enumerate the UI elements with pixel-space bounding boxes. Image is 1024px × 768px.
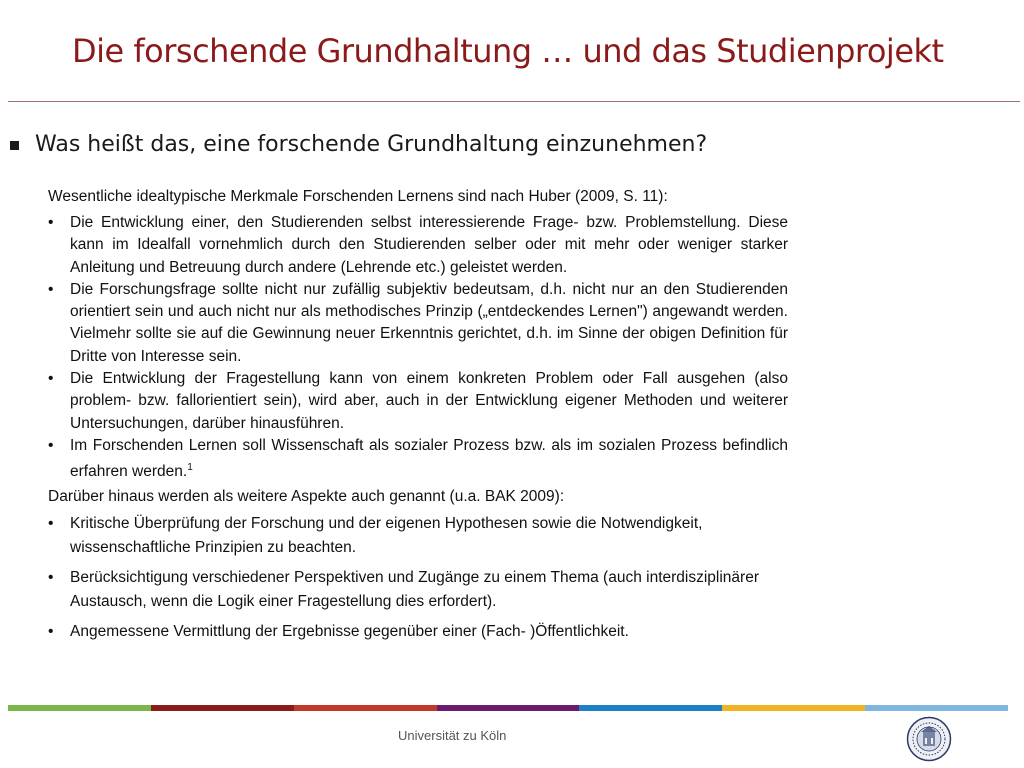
- main-bullet: [10, 132, 707, 157]
- list-item-text: Die Forschungsfrage sollte nicht nur zufällig subjektiv bedeutsam, d.h. nicht nur an den Studierenden orientiert sein und auch nicht nur als methodisches Prinzip („entdeckendes Lernen") angewandt werden. Vielmehr sollte sie auf die Gewinnung neuer Erkenntnis gerichtet, d.h. im Sinne der obigen Definition für Dritte von Interesse sein.: [70, 280, 788, 365]
- footer-stripe: [151, 705, 294, 711]
- bullet-icon: •: [48, 568, 54, 586]
- list-item-text: Die Entwicklung der Fragestellung kann von einem konkreten Problem oder Fall ausgehen (also problem- bzw. fallorientiert sein), wird aber, auch in der Entwicklung eigener Methoden und weiterer Untersuchungen, darüber hinausführen.: [70, 370, 788, 432]
- footer-stripe: [865, 705, 1008, 711]
- slide-title: Die forschende Grundhaltung … und das Studienprojekt: [72, 32, 944, 70]
- university-name: Universität zu Köln: [398, 728, 507, 743]
- list-item-text: Im Forschenden Lernen soll Wissenschaft als sozialer Prozess bzw. als im sozialen Prozess befindlich erfahren werden.: [70, 436, 788, 481]
- list-item: [48, 512, 788, 560]
- quote-block: [48, 186, 788, 650]
- aspect-list: [48, 512, 788, 644]
- bullet-icon: •: [48, 370, 54, 388]
- list-item: [48, 212, 788, 279]
- footer-stripe: [437, 705, 580, 711]
- square-bullet-icon: [10, 141, 19, 150]
- list-item-text: Berücksichtigung verschiedener Perspektiven und Zugänge zu einem Thema (auch interdisziplinärer Austausch, wenn die Logik einer Fragestellung dies erfordert).: [70, 568, 759, 610]
- university-seal-icon: [906, 716, 952, 762]
- list-item: [48, 435, 788, 484]
- list-item: [48, 620, 788, 644]
- footer-stripe: [579, 705, 722, 711]
- list-item: [48, 279, 788, 368]
- quote-intro-2: Darüber hinaus werden als weitere Aspekte auch genannt (u.a. BAK 2009):: [48, 487, 565, 505]
- list-item-text: Kritische Überprüfung der Forschung und der eigenen Hypothesen sowie die Notwendigkeit, wissenschaftliche Prinzipien zu beachten.: [70, 514, 703, 556]
- footnote-marker: 1: [187, 462, 193, 474]
- footer-stripe: [8, 705, 151, 711]
- bullet-icon: •: [48, 514, 54, 532]
- title-divider: [8, 101, 1020, 102]
- footer-color-bar: [8, 705, 1008, 711]
- quote-intro: Wesentliche idealtypische Merkmale Forschenden Lernens sind nach Huber (2009, S. 11):: [48, 188, 668, 205]
- main-bullet-text: Was heißt das, eine forschende Grundhaltung einzunehmen?: [35, 132, 708, 157]
- bullet-icon: •: [48, 622, 54, 640]
- list-item-text: Die Entwicklung einer, den Studierenden selbst interessierende Frage- bzw. Problemstellung. Diese kann im Idealfall vornehmlich durch den Studierenden selber oder mit mehr oder weniger starker Anleitung und Betreuung durch andere (Lehrende etc.) geleistet werden.: [70, 214, 788, 276]
- bullet-icon: •: [48, 280, 54, 298]
- bullet-icon: •: [48, 214, 54, 231]
- feature-list: [48, 212, 788, 484]
- footer-stripe: [722, 705, 865, 711]
- list-item-text: Angemessene Vermittlung der Ergebnisse gegenüber einer (Fach- )Öffentlichkeit.: [70, 622, 629, 640]
- list-item: [48, 368, 788, 435]
- footer-stripe: [294, 705, 437, 711]
- bullet-icon: •: [48, 436, 54, 454]
- list-item: [48, 566, 788, 614]
